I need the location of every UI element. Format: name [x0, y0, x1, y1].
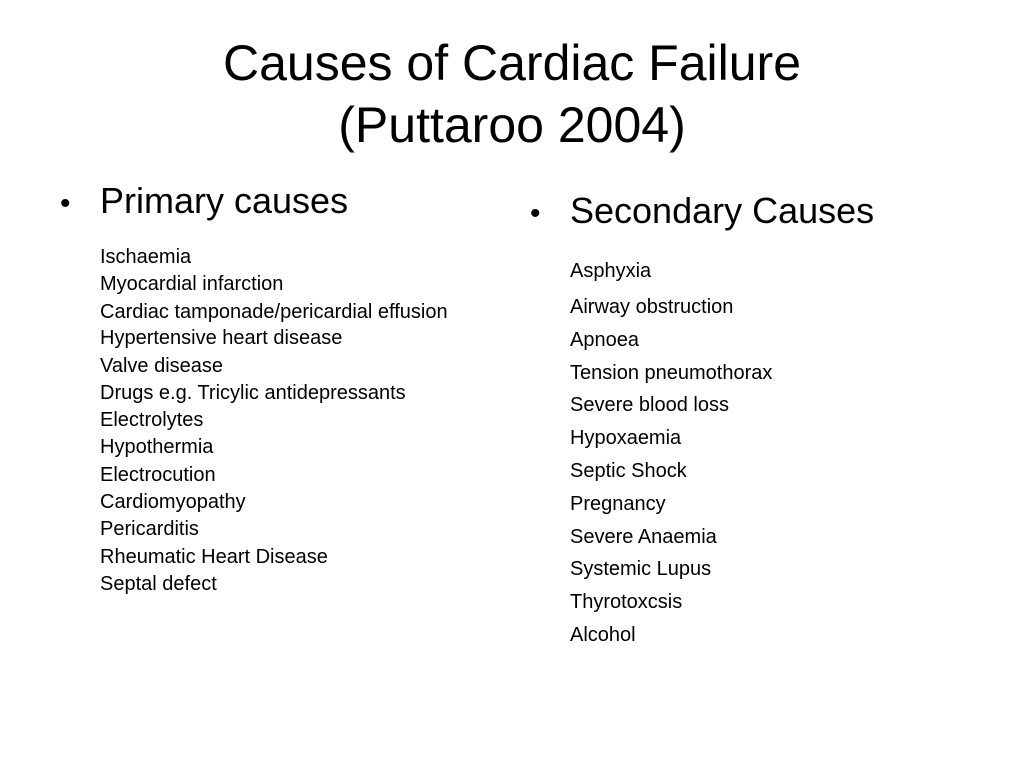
- primary-causes-heading: [60, 180, 500, 225]
- list-item: Airway obstruction: [570, 296, 734, 318]
- secondary-causes-list: [530, 259, 970, 647]
- list-item: Alcohol: [570, 623, 636, 646]
- secondary-causes-column: [530, 190, 970, 656]
- secondary-causes-heading-text: Secondary Causes: [570, 190, 875, 231]
- list-item: Hypertensive heart disease: [100, 327, 343, 350]
- list-item: Hypothermia: [100, 436, 214, 459]
- list-item: Drugs e.g. Tricylic antidepressants: [100, 381, 406, 404]
- bullet-icon: •: [530, 197, 541, 230]
- list-item: Septal defect: [100, 572, 217, 595]
- list-item: Tension pneumothorax: [570, 361, 773, 384]
- slide-title-line-2: (Puttaroo 2004): [338, 97, 686, 153]
- list-item: Hypoxaemia: [570, 427, 682, 450]
- list-item: Pregnancy: [570, 492, 666, 515]
- primary-causes-heading-text: Primary causes: [100, 180, 349, 221]
- primary-causes-column: [60, 180, 500, 602]
- bullet-icon: •: [60, 187, 71, 220]
- secondary-causes-heading: [530, 190, 970, 235]
- list-item: Electrolytes: [100, 409, 204, 432]
- list-item: Severe Anaemia: [570, 525, 717, 548]
- list-item: Electrocution: [100, 463, 216, 486]
- list-item: Cardiomyopathy: [100, 491, 246, 514]
- list-item: Ischaemia: [100, 246, 192, 268]
- primary-causes-list: [60, 245, 500, 593]
- list-item: Valve disease: [100, 354, 224, 377]
- list-item: Myocardial infarction: [100, 273, 284, 295]
- slide-title-line-1: Causes of Cardiac Failure: [222, 35, 802, 91]
- slide-title: [0, 32, 1024, 156]
- list-item: Pericarditis: [100, 518, 199, 541]
- list-item: Apnoea: [570, 328, 639, 351]
- list-item: Cardiac tamponade/pericardial effusion: [100, 301, 448, 324]
- list-item: Severe blood loss: [570, 394, 729, 417]
- list-item: Rheumatic Heart Disease: [100, 545, 328, 568]
- list-item: Systemic Lupus: [570, 558, 712, 581]
- list-item: Asphyxia: [570, 260, 652, 282]
- list-item: Thyrotoxcsis: [570, 591, 683, 614]
- list-item: Septic Shock: [570, 459, 687, 482]
